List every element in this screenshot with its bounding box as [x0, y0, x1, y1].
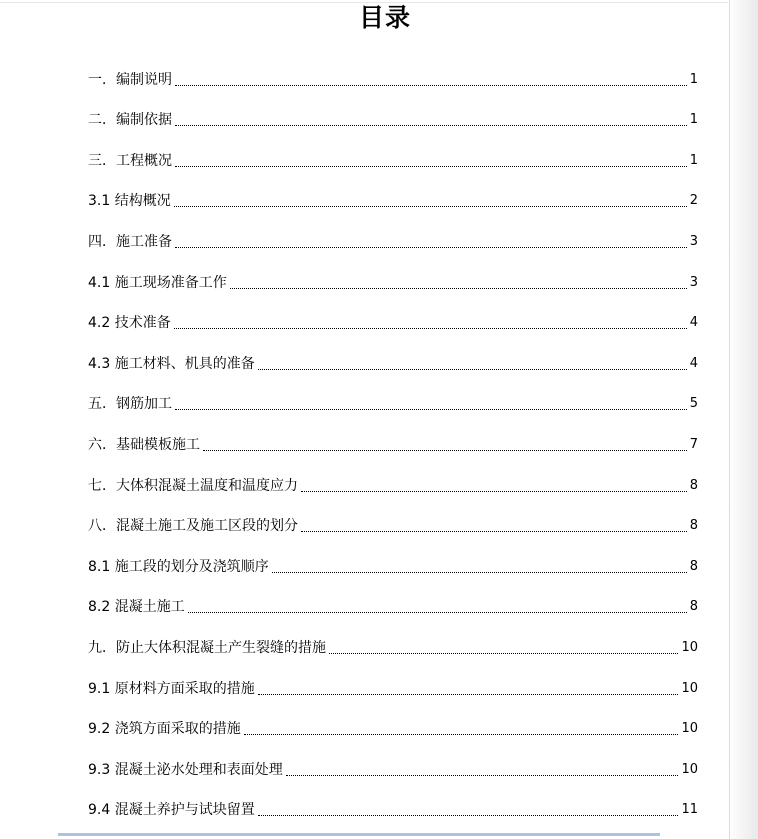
toc-entry-page: 7 — [689, 436, 698, 452]
toc-dot-leader — [272, 572, 687, 573]
toc-entry-label: 9.2 浇筑方面采取的措施 — [88, 721, 241, 738]
toc-entry-page: 10 — [681, 680, 698, 696]
toc-entry[interactable] — [88, 581, 698, 622]
toc-entry[interactable] — [88, 621, 698, 662]
toc-entry-label: 8.2 混凝土施工 — [88, 599, 185, 616]
toc-entry-page: 8 — [689, 477, 698, 493]
table-of-contents — [88, 53, 698, 824]
toc-entry[interactable] — [88, 337, 698, 378]
toc-dot-leader — [258, 369, 687, 370]
toc-dot-leader — [188, 612, 687, 613]
toc-entry[interactable] — [88, 418, 698, 459]
toc-dot-leader — [258, 815, 679, 816]
toc-entry-label: 9.1 原材料方面采取的措施 — [88, 680, 255, 697]
toc-entry-page: 3 — [689, 274, 698, 290]
toc-entry-label: 9.3 混凝土泌水处理和表面处理 — [88, 761, 283, 778]
toc-dot-leader — [258, 694, 679, 695]
toc-entry-label: 4.1 施工现场准备工作 — [88, 274, 227, 291]
toc-entry-label: 三．工程概况 — [88, 152, 172, 169]
toc-entry-label: 一．编制说明 — [88, 71, 172, 88]
toc-dot-leader — [244, 734, 679, 735]
page-edge-shadow — [728, 0, 758, 839]
toc-entry[interactable] — [88, 297, 698, 338]
toc-dot-leader — [175, 409, 687, 410]
toc-entry[interactable] — [88, 256, 698, 297]
toc-dot-leader — [174, 206, 687, 207]
toc-entry-page: 8 — [689, 599, 698, 615]
toc-dot-leader — [230, 288, 687, 289]
toc-dot-leader — [329, 653, 678, 654]
toc-entry-page: 1 — [689, 152, 698, 168]
toc-dot-leader — [203, 450, 687, 451]
toc-entry[interactable] — [88, 459, 698, 500]
toc-entry[interactable] — [88, 540, 698, 581]
toc-dot-leader — [174, 328, 687, 329]
toc-entry[interactable] — [88, 378, 698, 419]
toc-entry-label: 二．编制依据 — [88, 112, 172, 129]
toc-entry[interactable] — [88, 53, 698, 94]
toc-entry[interactable] — [88, 500, 698, 541]
toc-entry-page: 1 — [689, 112, 698, 128]
toc-entry-label: 七．大体积混凝土温度和温度应力 — [88, 477, 298, 494]
toc-entry-page: 8 — [689, 558, 698, 574]
toc-entry-page: 10 — [681, 639, 698, 655]
toc-dot-leader — [175, 85, 687, 86]
toc-entry[interactable] — [88, 743, 698, 784]
toc-entry-label: 8.1 施工段的划分及浇筑顺序 — [88, 558, 269, 575]
toc-dot-leader — [175, 125, 687, 126]
page-title: 目录 — [358, 3, 411, 32]
toc-entry-label: 四．施工准备 — [88, 233, 172, 250]
toc-dot-leader — [175, 247, 687, 248]
toc-entry-page: 8 — [689, 518, 698, 534]
toc-entry-page: 10 — [681, 721, 698, 737]
toc-entry[interactable] — [88, 703, 698, 744]
page-right-border — [729, 0, 730, 839]
toc-entry[interactable] — [88, 662, 698, 703]
toc-entry-label: 八．混凝土施工及施工区段的划分 — [88, 518, 298, 535]
toc-entry-page: 4 — [689, 355, 698, 371]
toc-entry-label: 3.1 结构概况 — [88, 193, 171, 210]
toc-dot-leader — [175, 166, 687, 167]
toc-dot-leader — [286, 775, 679, 776]
toc-entry-page: 10 — [681, 761, 698, 777]
toc-entry-label: 六．基础模板施工 — [88, 436, 200, 453]
toc-entry-page: 1 — [689, 71, 698, 87]
toc-entry[interactable] — [88, 784, 698, 825]
toc-entry-page: 2 — [689, 193, 698, 209]
toc-entry-label: 9.4 混凝土养护与试块留置 — [88, 802, 255, 819]
toc-entry[interactable] — [88, 134, 698, 175]
page-bottom-divider — [58, 833, 660, 836]
toc-entry-label: 九．防止大体积混凝土产生裂缝的措施 — [88, 639, 326, 656]
toc-entry-page: 4 — [689, 315, 698, 331]
toc-dot-leader — [301, 531, 687, 532]
toc-entry-page: 11 — [681, 802, 698, 818]
toc-entry[interactable] — [88, 94, 698, 135]
toc-entry-label: 4.2 技术准备 — [88, 315, 171, 332]
toc-entry-page: 5 — [689, 396, 698, 412]
toc-entry-label: 五．钢筋加工 — [88, 396, 172, 413]
toc-entry[interactable] — [88, 215, 698, 256]
toc-dot-leader — [301, 491, 687, 492]
toc-entry-label: 4.3 施工材料、机具的准备 — [88, 355, 255, 372]
toc-entry-page: 3 — [689, 233, 698, 249]
toc-entry[interactable] — [88, 175, 698, 216]
